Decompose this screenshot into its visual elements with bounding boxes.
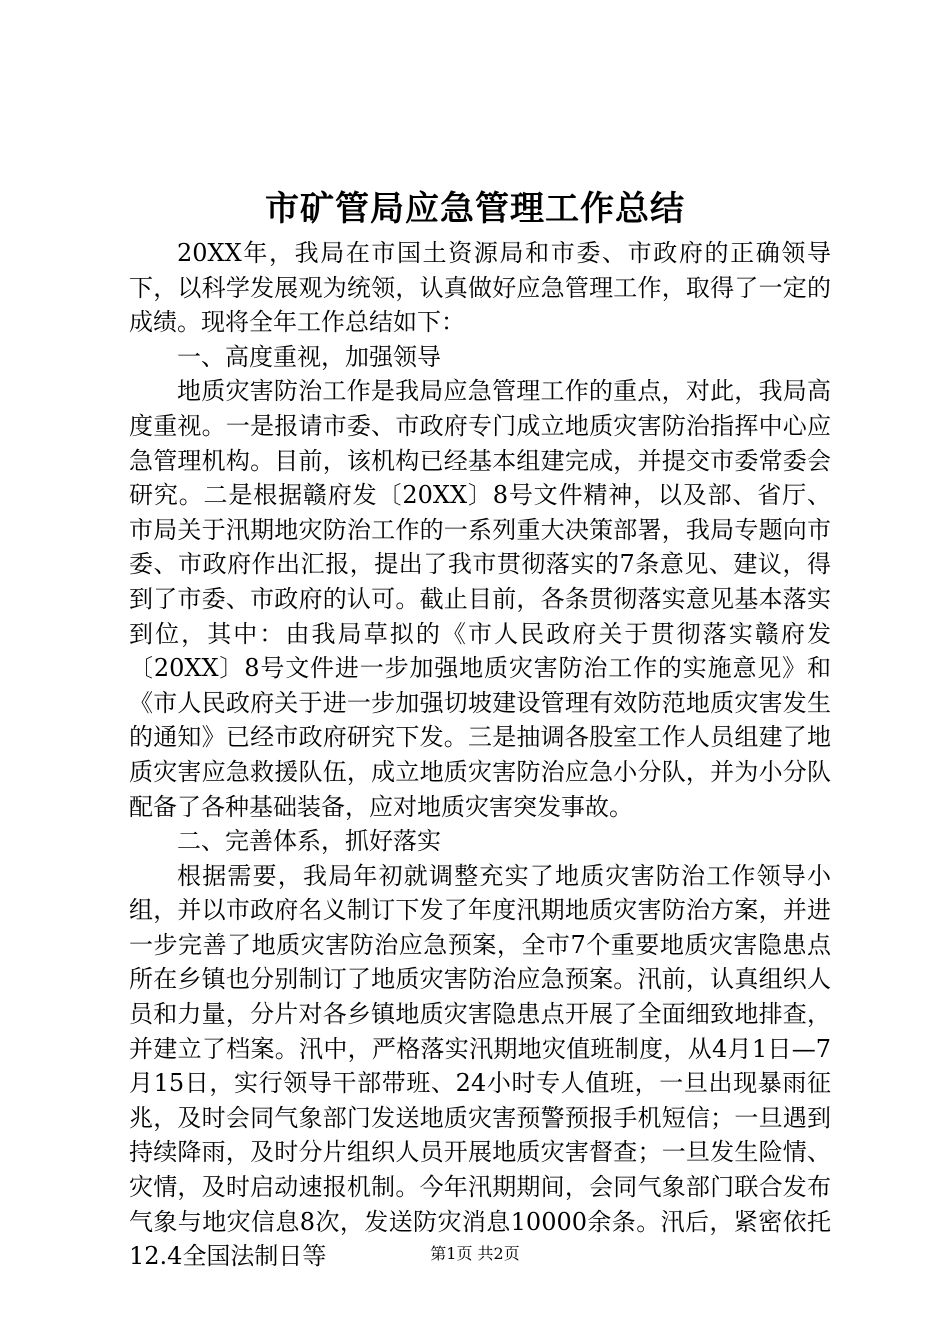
section-heading-1: 一、高度重视，加强领导	[177, 342, 441, 371]
document-body	[129, 236, 831, 1274]
document-title: 市矿管局应急管理工作总结	[265, 189, 685, 229]
intro-paragraph: 20XX年，我局在市国土资源局和市委、市政府的正确领导下，以科学发展观为统领，认真做好应急管理工作，取得了一定的成绩。现将全年工作总结如下：	[129, 239, 831, 337]
section-1-paragraph: 地质灾害防治工作是我局应急管理工作的重点，对此，我局高度重视。一是报请市委、市政府专门成立地质灾害防治指挥中心应急管理机构。目前，该机构已经基本组建完成，并提交市委常委会研究。二是根据赣府发〔20XX〕8号文件精神，以及部、省厅、市局关于汛期地灾防治工作的一系列重大决策部署，我局专题向市委、市政府作出汇报，提出了我市贯彻落实的7条意见、建议，得到了市委、市政府的认可。截止目前，各条贯彻落实意见基本落实到位，其中：由我局草拟的《市人民政府关于贯彻落实赣府发〔20XX〕8号文件进一步加强地质灾害防治工作的实施意见》和《市人民政府关于进一步加强切坡建设管理有效防范地质灾害发生的通知》已经市政府研究下发。三是抽调各股室工作人员组建了地质灾害应急救援队伍，成立地质灾害防治应急小分队，并为小分队配备了各种基础装备，应对地质灾害突发事故。	[129, 377, 831, 821]
page-footer: 第1页 共2页	[430, 1244, 520, 1263]
section-2-paragraph: 根据需要，我局年初就调整充实了地质灾害防治工作领导小组，并以市政府名义制订下发了年度汛期地质灾害防治方案，并进一步完善了地质灾害防治应急预案，全市7个重要地质灾害隐患点所在乡镇也分别制订了地质灾害防治应急预案。汛前，认真组织人员和力量，分片对各乡镇地质灾害隐患点开展了全面细致地排查，并建立了档案。汛中，严格落实汛期地灾值班制度，从4月1日—7月15日，实行领导干部带班、24小时专人值班，一旦出现暴雨征兆，及时会同气象部门发送地质灾害预警预报手机短信；一旦遇到持续降雨，及时分片组织人员开展地质灾害督查；一旦发生险情、灾情，及时启动速报机制。今年汛期期间，会同气象部门联合发布气象与地灾信息8次，发送防灾消息10000余条。汛后，紧密依托12.4全国法制日等	[129, 861, 831, 1271]
section-heading-2: 二、完善体系，抓好落实	[177, 827, 441, 856]
